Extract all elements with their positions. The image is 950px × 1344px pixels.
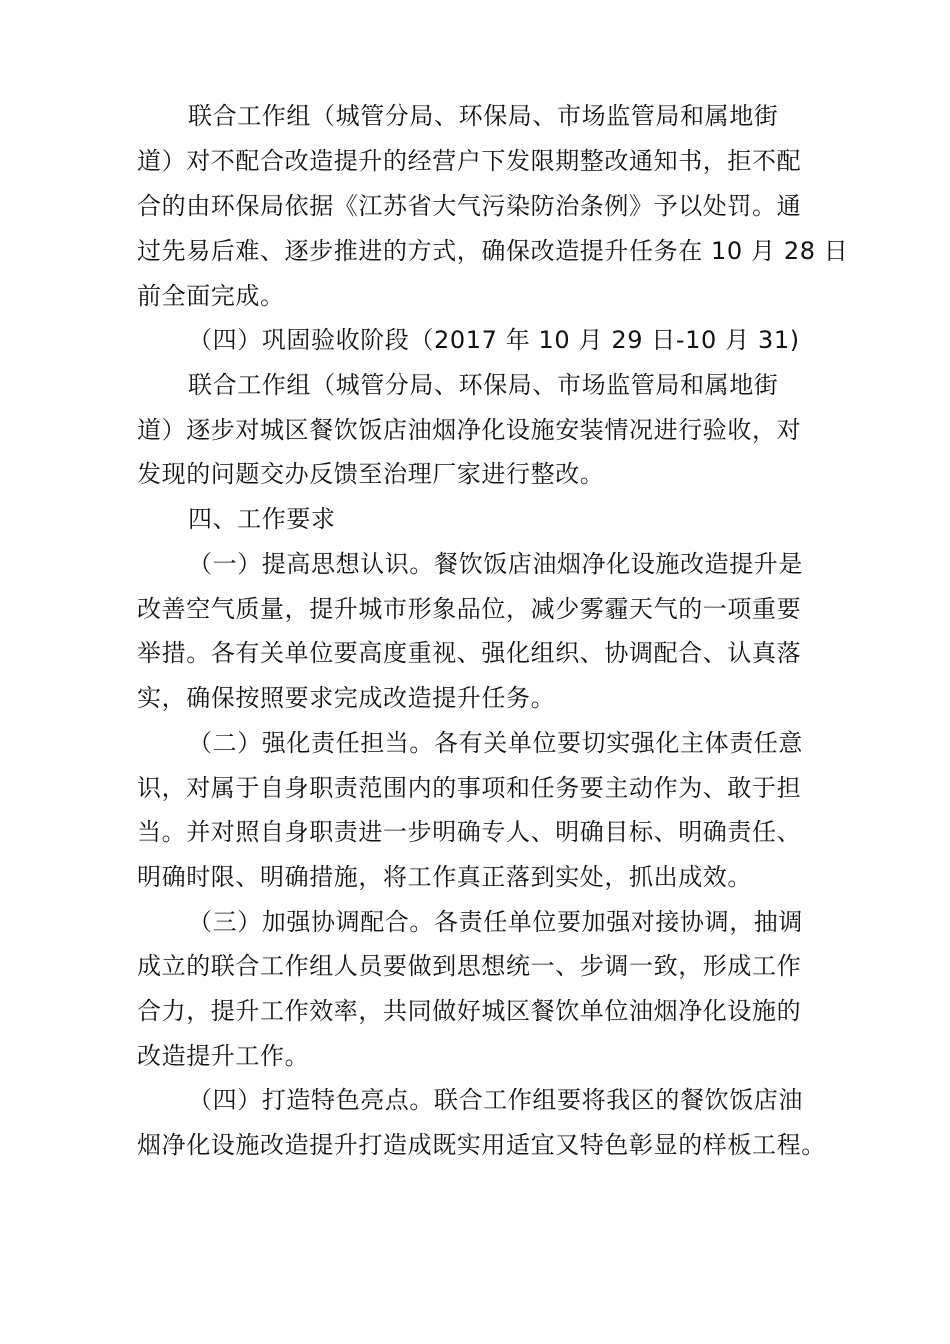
body-line: 明确时限、明确措施，将工作真正落到实处，抓出成效。 <box>137 863 752 891</box>
body-line: 发现的问题交办反馈至治理厂家进行整改。 <box>137 460 605 488</box>
body-line: 成立的联合工作组人员要做到思想统一、步调一致，形成工作 <box>137 952 802 980</box>
body-line: （一）提高思想认识。餐饮饭店油烟净化设施改造提升是 <box>188 550 803 578</box>
body-line: （四）打造特色亮点。联合工作组要将我区的餐饮饭店油 <box>188 1086 803 1114</box>
body-line: 道）对不配合改造提升的经营户下发限期整改通知书，拒不配 <box>137 147 802 175</box>
body-line: 当。并对照自身职责进一步明确专人、明确目标、明确责任、 <box>137 818 802 846</box>
section-heading: （四）巩固验收阶段（2017 年 10 月 29 日-10 月 31) <box>188 326 800 354</box>
body-line: 前全面完成。 <box>137 282 285 310</box>
body-line: 过先易后难、逐步推进的方式，确保改造提升任务在 10 月 28 日 <box>137 237 849 265</box>
body-line: 识，对属于自身职责范围内的事项和任务要主动作为、敢于担 <box>137 774 802 802</box>
body-line: 改造提升工作。 <box>137 1042 310 1070</box>
body-line: 联合工作组（城管分局、环保局、市场监管局和属地街 <box>188 102 779 130</box>
body-line: 合的由环保局依据《江苏省大气污染防治条例》予以处罚。通 <box>137 192 802 220</box>
body-line: 举措。各有关单位要高度重视、强化组织、协调配合、认真落 <box>137 639 802 667</box>
body-line: 实，确保按照要求完成改造提升任务。 <box>137 684 556 712</box>
body-line: 烟净化设施改造提升打造成既实用适宜又特色彰显的样板工程。 <box>137 1131 826 1159</box>
section-heading: 四、工作要求 <box>188 505 336 533</box>
body-line: 合力，提升工作效率，共同做好城区餐饮单位油烟净化设施的 <box>137 997 802 1025</box>
body-line: （三）加强协调配合。各责任单位要加强对接协调，抽调 <box>188 908 803 936</box>
body-line: 道）逐步对城区餐饮饭店油烟净化设施安装情况进行验收，对 <box>137 416 802 444</box>
body-line: （二）强化责任担当。各有关单位要切实强化主体责任意 <box>188 729 803 757</box>
body-line: 改善空气质量，提升城市形象品位，减少雾霾天气的一项重要 <box>137 595 802 623</box>
body-line: 联合工作组（城管分局、环保局、市场监管局和属地街 <box>188 371 779 399</box>
